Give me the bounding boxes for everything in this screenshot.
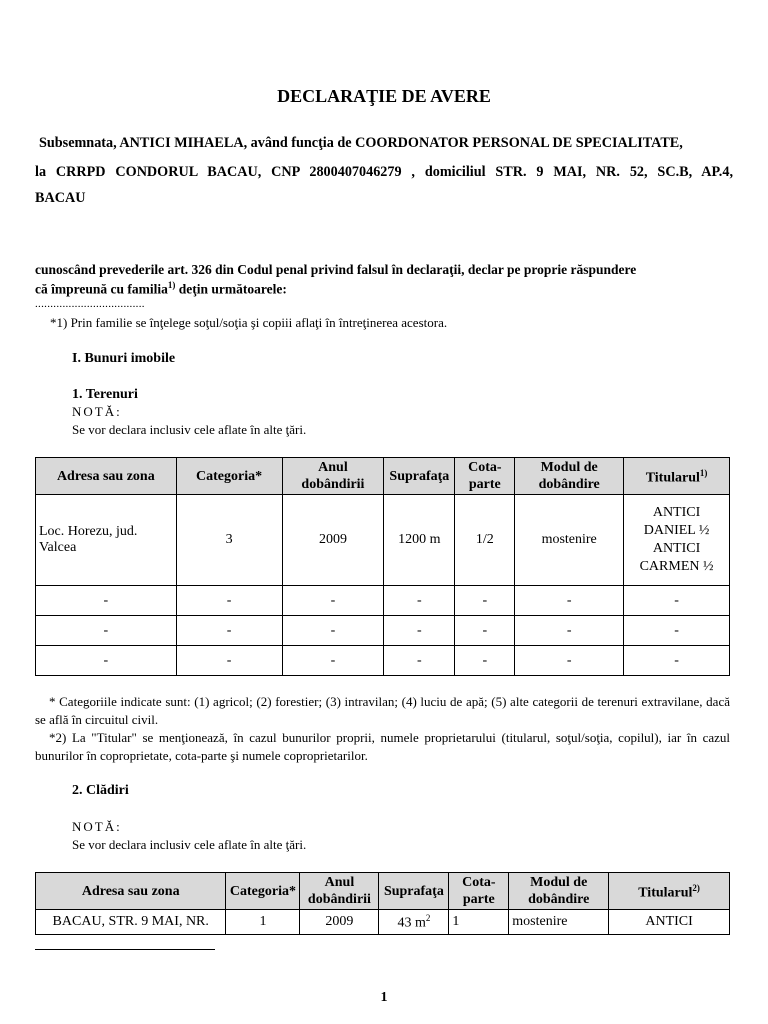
cladiri-table [35,872,730,935]
nota-text-2: Se vor declara inclusiv cele aflate în alte ţări. [72,837,307,852]
header-modul: Modul de dobândire [515,458,624,495]
intro-line-2: la CRRPD CONDORUL BACAU, CNP 2800407046279 , domiciliul STR. 9 MAI, NR. 52, SC.B, AP.4, [35,164,733,180]
header-suprafata: Suprafaţa [379,873,449,910]
table-row: - - - - - - - [36,586,730,616]
header-categoria: Categoria* [176,458,282,495]
nota-label-1: NOTĂ: [72,404,122,419]
intro-line-1: Subsemnata, ANTICI MIHAELA, având funcţia de COORDONATOR PERSONAL DE SPECIALITATE, [39,135,683,151]
family-footnote: *1) Prin familie se înţelege soţul/soţia şi copiii aflaţi în întreţinerea acestora. [50,315,448,330]
header-cota: Cota-parte [449,873,509,910]
section-heading-imobile: I. Bunuri imobile [72,351,176,366]
subsection-terenuri: 1. Terenuri [72,387,138,402]
header-cota: Cota-parte [455,458,515,495]
table-row: - - - - - - - [36,616,730,646]
nota-label-2: NOTĂ: [72,819,122,834]
header-adresa: Adresa sau zona [36,458,177,495]
declaration-line-1: cunoscând prevederile art. 326 din Codul penal privind falsul în declaraţii, declar pe proprie răspundere [35,262,637,277]
header-titularul: Titularul$^{1)}$ [624,458,730,495]
page-number: 1 [380,990,388,1005]
category-footnote: * Categoriile indicate sunt: (1) agricol; (2) forestier; (3) intravilan; (4) luciu de apă; (5) alte categorii de terenuri extravilane, dacă se află în circuitul civil. [35,694,730,727]
header-modul: Modul de dobândire [509,873,609,910]
titular-footnote: *2) La "Titular" se menţionează, în cazul bunurilor proprii, numele proprietarului (titularul, soţul/soţia, copilul), iar în cazul bunurilor în coproprietate, cota-parte şi numele coproprietarilor. [35,730,730,763]
intro-line-3: BACAU [35,190,86,206]
dotted-line: .................................... [35,298,145,310]
header-categoria: Categoria* [226,873,300,910]
header-titularul: Titularul$^{2)}$ [609,873,730,910]
table-row: Loc. Horezu, jud. Valcea 3 2009 1200 m 1/2 mostenire ANTICI DANIEL ½ ANTICI CARMEN ½ [36,495,730,586]
declaration-line-2: că împreună cu familia$^{1)}$ deţin următoarele: [35,280,287,297]
table-row: BACAU, STR. 9 MAI, NR. 1 2009 43 $m^2$ 1 mostenire ANTICI [36,910,730,935]
table-row: - - - - - - - [36,646,730,676]
table-header-row [36,458,730,495]
footnote-separator [35,949,215,950]
document-title: DECLARAŢIE DE AVERE [277,86,491,106]
header-anul: Anul dobândirii [300,873,379,910]
nota-text-1: Se vor declara inclusiv cele aflate în alte ţări. [72,422,307,437]
header-anul: Anul dobândirii [282,458,384,495]
subsection-cladiri: 2. Clădiri [72,783,129,798]
table-header-row [36,873,730,910]
terenuri-table [35,457,730,676]
header-suprafata: Suprafaţa [384,458,455,495]
header-adresa: Adresa sau zona [36,873,226,910]
